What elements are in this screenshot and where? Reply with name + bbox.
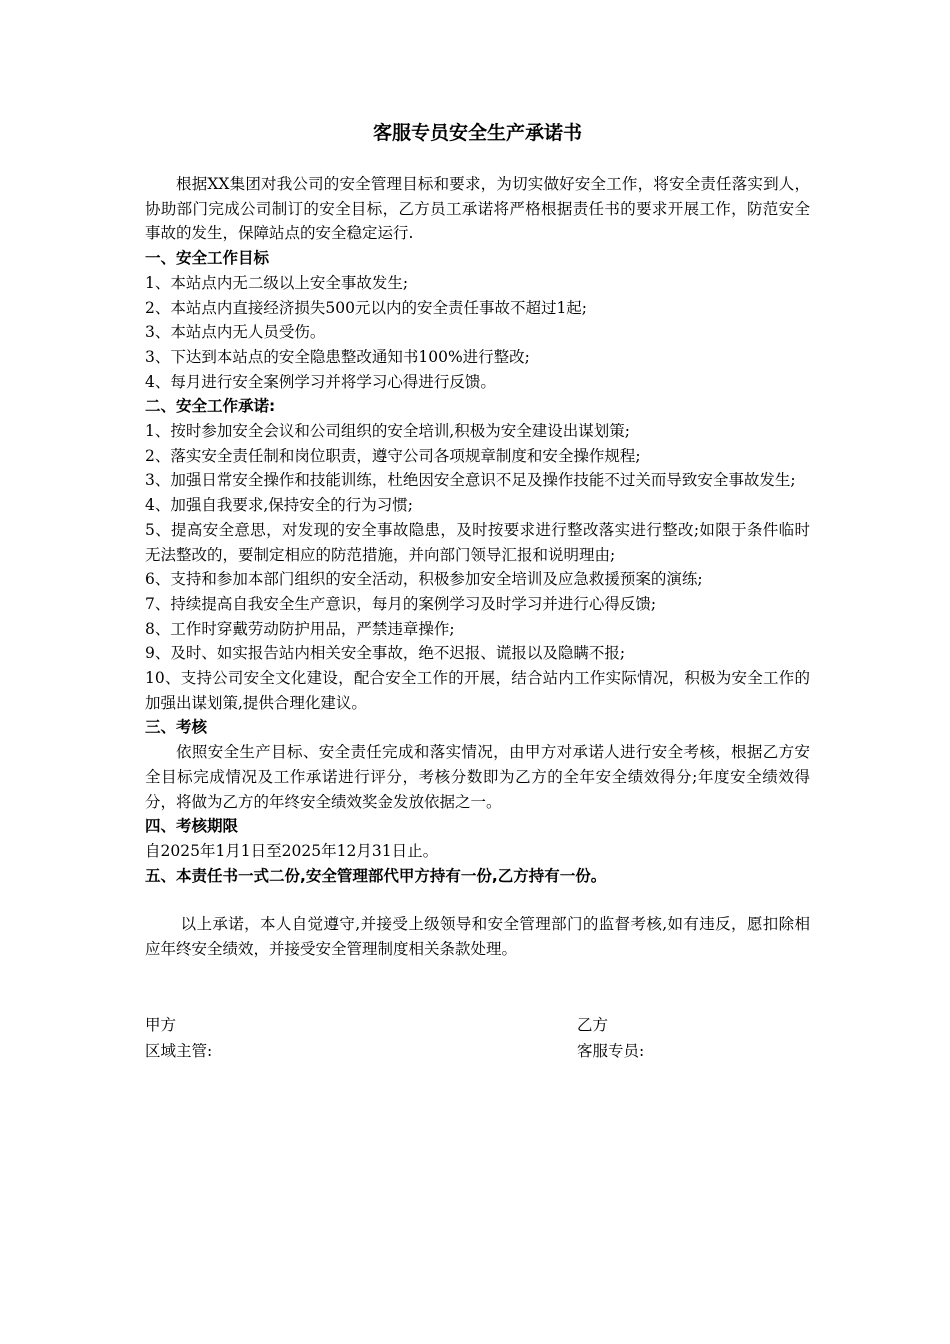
section4-heading: 四、考核期限 xyxy=(145,817,239,836)
list-item: 1、本站点内无二级以上安全事故发生; xyxy=(145,273,409,292)
list-item: 7、持续提高自我安全生产意识，每月的案例学习及时学习并进行心得反馈; xyxy=(145,594,657,613)
list-item: 5、提高安全意思，对发现的安全事故隐患，及时按要求进行整改落实进行整改;如限于条件临时无法整改的，要制定相应的防范措施，并向部门领导汇报和说明理由; xyxy=(145,520,810,564)
party-a-signature xyxy=(145,1012,212,1064)
list-item: 9、及时、如实报告站内相关安全事故，绝不迟报、谎报以及隐瞒不报; xyxy=(145,644,626,663)
list-item: 4、每月进行安全案例学习并将学习心得进行反馈。 xyxy=(145,372,496,391)
party-b-role: 客服专员: xyxy=(577,1041,645,1060)
list-item: 3、本站点内无人员受伤。 xyxy=(145,323,326,342)
list-item: 4、加强自我要求,保持安全的行为习惯; xyxy=(145,496,414,515)
list-item: 2、落实安全责任制和岗位职责，遵守公司各项规章制度和安全操作规程; xyxy=(145,446,641,465)
party-a-role: 区域主管: xyxy=(145,1041,213,1060)
section3-heading: 三、考核 xyxy=(145,718,208,737)
list-item: 3、加强日常安全操作和技能训练，杜绝因安全意识不足及操作技能不过关而导致安全事故发生; xyxy=(145,471,796,490)
document-page xyxy=(145,120,810,1068)
section2-heading: 二、安全工作承诺: xyxy=(145,397,276,416)
party-b-label: 乙方 xyxy=(577,1015,609,1034)
section5-heading: 五、本责任书一式二份,安全管理部代甲方持有一份,乙方持有一份。 xyxy=(145,866,607,885)
list-item: 2、本站点内直接经济损失500元以内的安全责任事故不超过1起; xyxy=(145,298,588,317)
section3-text: 依照安全生产目标、安全责任完成和落实情况，由甲方对承诺人进行安全考核，根据乙方安全目标完成情况及工作承诺进行评分，考核分数即为乙方的全年安全绩效得分;年度安全绩效得分，将做为乙方的年终安全绩效奖金发放依据之一。 xyxy=(145,743,810,811)
spacer xyxy=(145,888,810,912)
list-item: 6、支持和参加本部门组织的安全活动，积极参加安全培训及应急救援预案的演练; xyxy=(145,570,703,589)
party-a-label: 甲方 xyxy=(145,1015,177,1034)
section4-text: 自2025年1月1日至2025年12月31日止。 xyxy=(145,841,439,860)
list-item: 3、下达到本站点的安全隐患整改通知书100%进行整改; xyxy=(145,347,530,366)
intro-paragraph: 根据XX集团对我公司的安全管理目标和要求，为切实做好安全工作，将安全责任落实到人，协助部门完成公司制订的安全目标，乙方员工承诺将严格根据责任书的要求开展工作，防范安全事故的发生，保障站点的安全稳定运行. xyxy=(145,175,810,243)
list-item: 10、支持公司安全文化建设，配合安全工作的开展，结合站内工作实际情况，积极为安全工作的加强出谋划策,提供合理化建议。 xyxy=(145,669,810,712)
party-b-signature xyxy=(577,1012,644,1064)
signature-block xyxy=(145,1012,810,1068)
document-title: 客服专员安全生产承诺书 xyxy=(372,122,582,144)
closing-paragraph: 以上承诺，本人自觉遵守,并接受上级领导和安全管理部门的监督考核,如有违反，愿扣除相应年终安全绩效，并接受安全管理制度相关条款处理。 xyxy=(145,915,810,959)
list-item: 8、工作时穿戴劳动防护用品，严禁违章操作; xyxy=(145,619,455,638)
list-item: 1、按时参加安全会议和公司组织的安全培训,积极为安全建设出谋划策; xyxy=(145,422,631,441)
spacer xyxy=(145,962,810,1012)
section1-heading: 一、安全工作目标 xyxy=(145,249,270,268)
